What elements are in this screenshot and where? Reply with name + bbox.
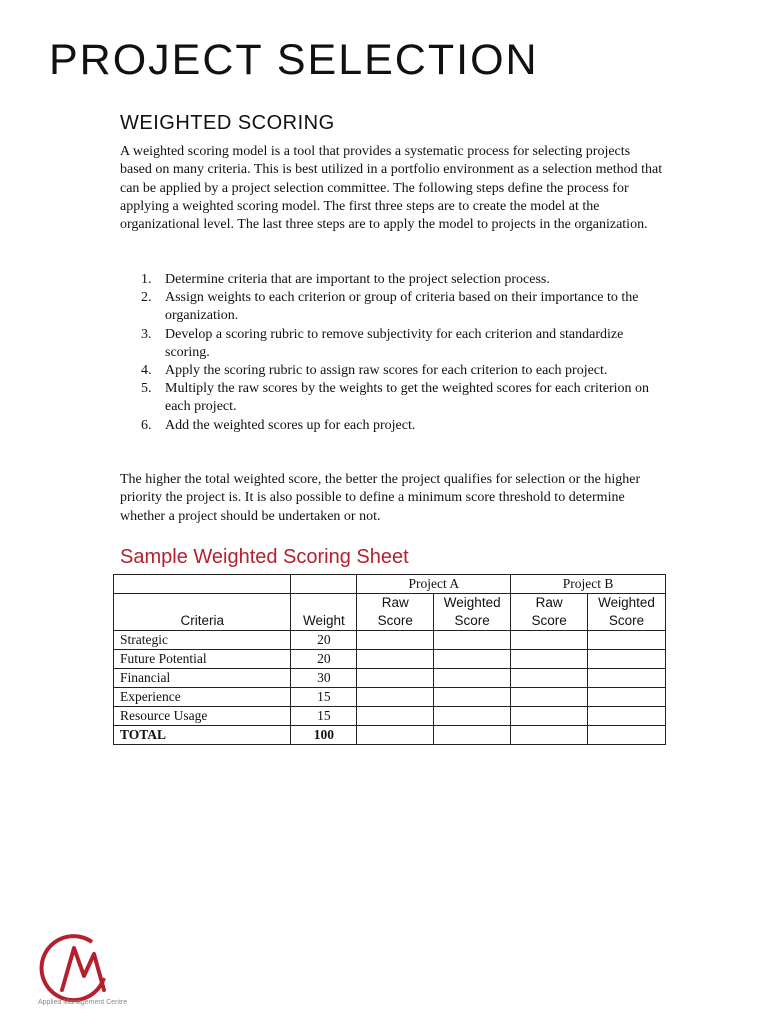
weighted-scoring-table (113, 574, 666, 745)
table-row (114, 650, 666, 669)
step-item (120, 417, 665, 435)
criteria-cell: Future Potential (114, 650, 291, 669)
step-text: Apply the scoring rubric to assign raw scores for each criterion to each project. (165, 363, 608, 379)
weight-column-header: Weight (291, 594, 357, 631)
step-item (120, 271, 665, 289)
table-total-row (114, 726, 666, 745)
steps-list (120, 271, 665, 435)
total-weight: 100 (291, 726, 357, 745)
header-line: Weighted (598, 595, 655, 610)
company-name: Applied Management Centre (38, 999, 128, 1006)
step-number: 2. (141, 290, 152, 306)
step-text: Develop a scoring rubric to remove subjectivity for each criterion and standardize scoring. (165, 326, 624, 360)
page-title: PROJECT SELECTION (49, 36, 539, 84)
score-cell (357, 688, 434, 707)
score-cell (434, 726, 511, 745)
score-cell (357, 631, 434, 650)
table-row (114, 669, 666, 688)
score-cell (588, 688, 666, 707)
step-number: 1. (141, 272, 152, 287)
table-row (114, 707, 666, 726)
score-cell (357, 726, 434, 745)
score-cell (511, 650, 588, 669)
weight-cell: 15 (291, 688, 357, 707)
closing-paragraph: The higher the total weighted score, the better the project qualifies for selection or the higher priority the project is. It is also possible to define a minimum score threshold to determine whether a project should be undertaken or not. (120, 472, 641, 524)
header-line: Score (608, 613, 645, 628)
score-cell (588, 650, 666, 669)
table-column-header-row (114, 594, 666, 631)
step-item (120, 326, 665, 362)
a-weighted-score-header (434, 594, 511, 631)
logo-mark (62, 948, 104, 990)
score-cell (588, 726, 666, 745)
score-cell (357, 650, 434, 669)
table-header-blank (291, 575, 357, 594)
b-weighted-score-header (588, 594, 666, 631)
step-text: Add the weighted scores up for each project. (165, 417, 416, 433)
intro-paragraph: A weighted scoring model is a tool that provides a systematic process for selecting projects based on many criteria. This is best utilized in a portfolio environment as a selection method that can be applied by a project selection committee. The following steps define the process for applying a weighted scoring model. The first three steps are to create the model at the organizational level. The last three steps are to apply the model to projects in the organization. (120, 144, 663, 233)
score-cell (434, 650, 511, 669)
criteria-column-header: Criteria (114, 594, 291, 631)
score-cell (511, 669, 588, 688)
step-text: Assign weights to each criterion or group of criteria based on their importance to the organization. (165, 290, 639, 324)
step-item (120, 380, 665, 416)
header-line: Weighted (443, 595, 501, 610)
score-cell (511, 688, 588, 707)
a-raw-score-header: Raw Score (357, 594, 434, 631)
step-number: 5. (141, 381, 152, 397)
step-number: 4. (141, 363, 152, 379)
step-text: Multiply the raw scores by the weights to get the weighted scores for each criterion on each project. (165, 381, 650, 415)
weight-cell: 20 (291, 650, 357, 669)
b-raw-score-header (511, 594, 588, 631)
table-row (114, 688, 666, 707)
score-cell (357, 707, 434, 726)
score-cell (588, 707, 666, 726)
project-a-header: Project A (357, 575, 511, 594)
step-number: 3. (141, 326, 152, 342)
score-cell (511, 707, 588, 726)
table-header-blank (114, 575, 291, 594)
step-number: 6. (141, 417, 152, 433)
step-item (120, 362, 665, 380)
weight-cell: 20 (291, 631, 357, 650)
step-text: Determine criteria that are important to the project selection process. (165, 272, 550, 287)
table-header-row (114, 575, 666, 594)
score-cell (434, 688, 511, 707)
step-item (120, 289, 665, 325)
section-heading: WEIGHTED SCORING (120, 112, 335, 134)
criteria-cell: Resource Usage (114, 707, 291, 726)
project-b-header: Project B (511, 575, 666, 594)
weight-cell: 15 (291, 707, 357, 726)
table-row (114, 631, 666, 650)
score-cell (434, 707, 511, 726)
total-label: TOTAL (114, 726, 291, 745)
weight-cell: 30 (291, 669, 357, 688)
score-cell (511, 726, 588, 745)
score-cell (434, 669, 511, 688)
score-cell (434, 631, 511, 650)
score-cell (357, 669, 434, 688)
score-cell (511, 631, 588, 650)
criteria-cell: Strategic (114, 631, 291, 650)
criteria-cell: Financial (114, 669, 291, 688)
sheet-title: Sample Weighted Scoring Sheet (120, 546, 409, 568)
header-line: Raw (535, 595, 563, 610)
score-cell (588, 631, 666, 650)
header-line: Score (454, 613, 490, 628)
criteria-cell: Experience (114, 688, 291, 707)
header-line: Score (531, 613, 567, 628)
logo-arc (42, 936, 104, 1000)
score-cell (588, 669, 666, 688)
